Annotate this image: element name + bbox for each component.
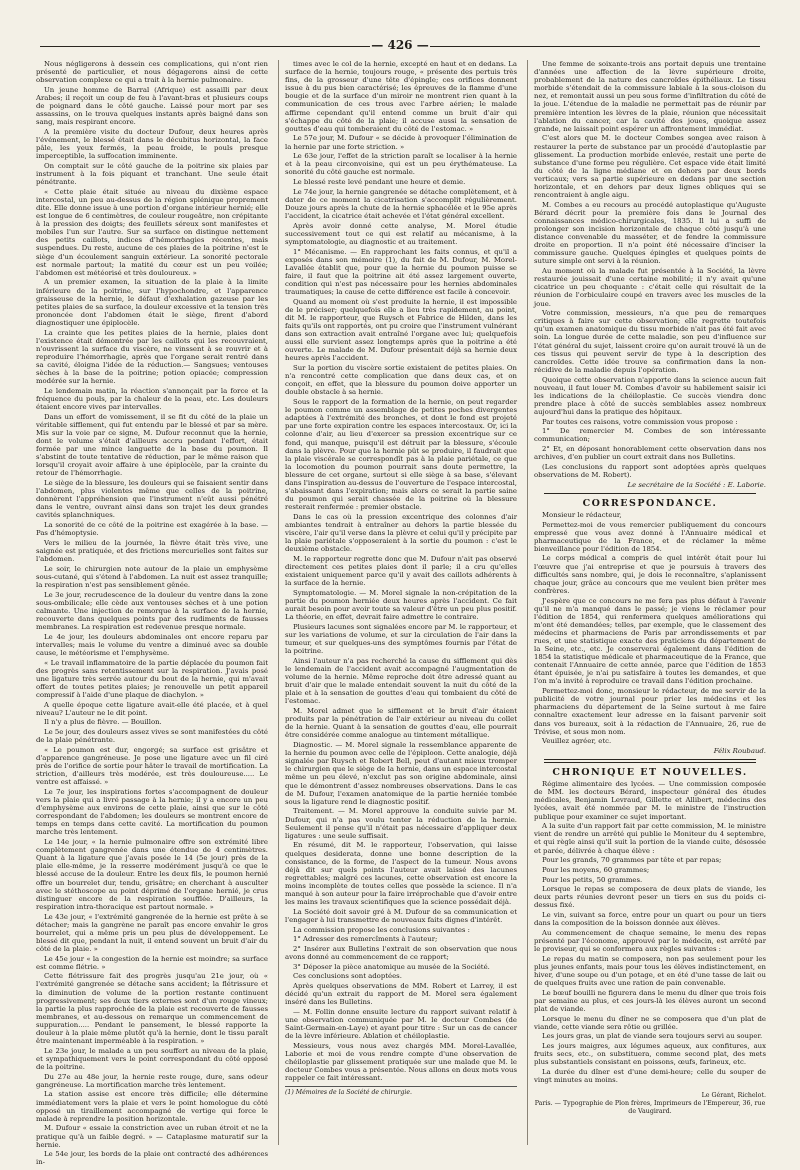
news-paragraph: Les jours gras, un plat de viande sera toujours servi au souper.: [542, 1032, 763, 1041]
paragraph: « Cette plaie était située au niveau du dixième espace intercostal, un peu au-dessus de la région splénique proprement dite. Elle donne issue à une portion d'organe intérieur hernié; elle est longue de 6 centimètres, de couleur rougeâtre, non crépitante à la pression des doigts; des feuillets séreux sont manifestes et mobiles l'un sur l'autre. Sur sa surface on distingue nettement des petits caillots, indices d'hémorrhagies récentes, mais suspendues. Du reste, aucune de ces plaies de la poitrine n'est le siège d'un écoulement sanguin extérieur. La sonorité pectorale est normale partout; la matité du cœur est un peu voilée; l'abdomen est météorisé et très douloureux. »: [36, 187, 268, 277]
paragraph: A la première visite du docteur Dufour, deux heures après l'événement, le blessé était dans le décubitus horizontal, la face pâle, les yeux fermés, la peau froide, le pouls presque imperceptible, la suffocation imminente.: [36, 127, 268, 161]
paragraph: A un premier examen, la situation de la plaie à la limite inférieure de la poitrine, sur l'hypochondre, et l'apparence graisseuse de la hernie, le défaut d'exhalation gazeuse par les petites plaies de sa surface, la douleur excessive et la tension très prononcée dont l'abdomen était le siège, firent d'abord diagnostiquer une épiplocèle.: [36, 278, 268, 327]
letter-salutation: Monsieur le rédacteur,: [542, 510, 622, 519]
news-paragraph: Pour les petits, 50 grammes.: [542, 875, 643, 884]
paragraph: Plusieurs lacunes sont signalées encore par M. le rapporteur, et sur les variations de volume, et sur la circulation de l'air dans la tumeur, et sur quelques-uns des symptômes fournis par l'état de la poitrine.: [285, 623, 517, 656]
letter-paragraph: Le corps médical a compris de quel intérêt était pour lui l'œuvre que j'ai entreprise et que je poursuis à travers des difficultés sans nombre, qui, je dois le reconnaître, s'aplanissent chaque jour, grâce au concours que me veulent bien prêter mes confrères.: [534, 554, 766, 595]
news-paragraph: Régime alimentaire des lycées. — Une commission composée de MM. les docteurs Bérard, inspecteur général des études médicales, Benjamin Levraud, Gillette et Allibert, médecins des lycées, avait été nommée par M. le ministre de l'instruction publique pour examiner ce sujet important.: [534, 780, 766, 821]
paragraph: Traitement. — M. Morel approuve la conduite suivie par M. Dufour, qui n'a pas voulu tenter la réduction de la hernie. Seulement il pense qu'il n'était pas nécessaire d'appliquer deux ligatures : une seule suffisait.: [285, 807, 517, 840]
paragraph: Diagnostic. — M. Morel signale la ressemblance apparente de la hernie du poumon avec celle de l'épiploon. Cette analogie, déjà signalée par Ruysch et Robert Bell, peut d'autant mieux tromper le chirurgien que le siège de la hernie, dans un espace intercostal même un peu élevé, n'exclut pas son origine abdominale, ainsi que le démontrent d'assez nombreuses observations. Dans le cas de M. Dufour, l'examen anatomique de la partie herniée tombée sous la ligature rend le diagnostic positif.: [285, 741, 517, 806]
paragraph: Après quelques observations de MM. Robert et Larrey, il est décidé qu'un extrait du rapport de M. Morel sera également inséré dans les Bulletins.: [285, 982, 517, 1007]
news-paragraph: Pour les moyens, 60 grammes;: [542, 865, 650, 874]
paragraph: 2° Insérer aux Bulletins l'extrait de son observation que nous avons donné au commencement de ce rapport;: [285, 944, 517, 961]
paragraph: 3° Déposer la pièce anatomique au musée de la Société.: [293, 962, 490, 971]
section-rule: [544, 493, 756, 494]
letter-paragraph: Permettez-moi de vous remercier publiquement du concours empressé que vous avez donné à l'Annuaire médical et pharmaceutique de la France, et de réclamer la même bienveillance pour l'édition de 1854.: [534, 520, 766, 553]
paragraph: A quelle époque cette ligature avait-elle été placée, et à quel niveau? L'auteur ne le dit point.: [36, 700, 268, 717]
column-1: [36, 60, 268, 1167]
paragraph: Après avoir donné cette analyse, M. Morel étudie successivement tout ce qui est relatif au mécanisme, à la symptomatologie, au diagnostic et au traitement.: [285, 221, 517, 246]
paragraph: Le 43e jour, « l'extrémité gangrenée de la hernie est prête à se détacher; mais la gangrène ne paraît pas encore envahir le gros bourrelet, qui a même pris un peu plus de développement. Le blessé dit que, pendant la nuit, il entend souvent un bruit d'air du côté de la plaie. »: [36, 912, 268, 953]
paragraph: La sonorité de ce côté de la poitrine est exagérée à la base. — Pas d'hémoptysie.: [36, 521, 268, 538]
gerant-line: Le Gérant, Richelot.: [701, 1092, 766, 1100]
paragraph: M. Combes a eu recours au procédé autoplastique qu'Auguste Bérard décrit pour la première fois dans le Journal des connaissances médico-chirurgicales, 1835. Il lui a suffi de prolonger son incision horizontale de chaque côté jusqu'à une distance convenable du masséter, et de fendre la commissure droite en proportion. Il n'a point été nécessaire d'inciser la commissure gauche. Quelques épingles et quelques points de suture simple ont servi à la réunion.: [534, 200, 766, 266]
news-paragraph: Pour les grands, 70 grammes par tête et par repas;: [542, 856, 722, 865]
paragraph: M. Dufour « essaie la constriction avec un ruban étroit et ne la pratique qu'à un faible degré. » — Cataplasme maturatif sur la hernie.: [36, 1124, 268, 1149]
paragraph: Le blessé reste levé pendant une heure et demie.: [293, 178, 466, 187]
paragraph: Le 5e jour, des douleurs assez vives se sont manifestées du côté de la plaie pénétrante.: [36, 728, 268, 745]
news-paragraph: Le vin, suivant sa force, entre pour un quart ou pour un tiers dans la composition de la boisson donnée aux élèves.: [534, 911, 766, 928]
paragraph: Cette flétrissure fait des progrès jusqu'au 21e jour, où « l'extrémité gangrenée se détache sans accident; la flétrissure et la diminution de volume de la portion restante continuent progressivement; ses deux tiers externes sont d'un rouge vineux; la partie la plus rapprochée de la plaie est recouverte de fausses membranes, et au-dessous on remarque un commencement de suppuration..... Pendant le pansement, le blessé rapporte la douleur à la plaie même plutôt qu'à la hernie, dont le tissu paraît être maintenant imperméable à la respiration. »: [36, 972, 268, 1046]
paragraph: Le 23e jour, le malade a un peu souffert au niveau de la plaie, et sympathiquement vers le point correspondant du côté opposé de la poitrine.: [36, 1046, 268, 1071]
paragraph: Quoique cette observation n'apporte dans la science aucun fait nouveau, il faut louer M. Combes d'avoir su habilement saisir ici les indications de la chéiloplastie. Ce succès viendra donc prendre place à côté de succès semblables assez nombreux aujourd'hui dans la pratique des hôpitaux.: [534, 375, 766, 416]
paragraph: La commission propose les conclusions suivantes :: [293, 925, 470, 934]
correspondance-heading: CORRESPONDANCE.: [582, 497, 718, 509]
paragraph: M. le rapporteur regrette donc que M. Dufour n'ait pas observé directement ces petites plaies dont il parle; il a cru qu'elles existaient uniquement parce qu'il y avait des caillots adhérents à la surface de la hernie.: [285, 555, 517, 588]
paragraph: « Le poumon est dur, engorgé; sa surface est grisâtre et d'apparence gangréneuse. Je pose une ligature avec un fil ciré près de l'orifice de sortie pour hâter le travail de mortification. La striction, d'ailleurs très modérée, est très douloureuse..... Le ventre est affaissé. »: [36, 745, 268, 787]
paragraph: Nous négligerons à dessein ces complications, qui n'ont rien présenté de particulier, et nous dégagerons ainsi de cette observation complexe ce qui a trait à la hernie pulmonaire.: [36, 60, 268, 85]
secretary-signature: Le secrétaire de la Société : E. Laborie.: [627, 480, 766, 489]
paragraph: Le siège de la blessure, les douleurs qui se faisaient sentir dans l'abdomen, plus violentes même que celles de la poitrine, donnèrent l'appréhension que l'instrument n'eût aussi pénétré dans le ventre, ouvrant ainsi dans son trajet les deux grandes cavités splanchniques.: [36, 479, 268, 520]
paragraph: On comptait sur le côté gauche de la poitrine six plaies par instrument à la fois piquant et tranchant. Une seule était pénétrante.: [36, 161, 268, 187]
news-paragraph: Lorsque le repas se composera de deux plats de viande, les deux parts réunies devront peser un tiers en sus du poids ci-dessus fixé.: [534, 885, 766, 910]
letter-paragraph: Veuillez agréer, etc.: [542, 737, 612, 746]
news-paragraph: A la suite d'un rapport fait par cette commission, M. le ministre vient de rendre un arrêté qui publie le Moniteur du 4 septembre, et qui règle ainsi qu'il suit la portion de la viande cuite, désossée et parée, délivrée à chaque élève :: [534, 822, 766, 855]
paragraph: (Les conclusions du rapport sont adoptées après quelques observations de M. Robert).: [534, 462, 766, 479]
news-paragraph: Le bœuf bouilli ne figurera dans le menu du dîner que trois fois par semaine au plus, et ces jours-là les élèves auront un second plat de viande.: [534, 988, 766, 1013]
paragraph: — M. Follin donne ensuite lecture du rapport suivant relatif à une observation communiquée par M. le docteur Combes (de Saint-Germain-en-Laye) et ayant pour titre : Sur un cas de cancer de la lèvre inférieure. Ablation et chéiloplastie.: [285, 1007, 517, 1041]
paragraph: Le 54e jour, les bords de la plaie ont contracté des adhérences in-: [36, 1150, 268, 1167]
paragraph: Une femme de soixante-trois ans portait depuis une trentaine d'années une affection de la lèvre supérieure droite, probablement de la nature des cancroïdes épithéliaux. Le tissu morbide s'étendait de la commissure labiale à la sous-cloison du nez, et remontait aussi un peu sous forme d'infiltration du côté de la joue. L'étendue de la maladie ne permettait pas de réunir par première intention les lèvres de la plaie, réunion que nécessitait l'ablation du cancer, car la cavité des joues, quoique assez grande, ne laissait point espérer un affrontement immédiat.: [534, 60, 766, 133]
paragraph: Le lendemain matin, la réaction s'annonçait par la force et la fréquence du pouls, par la chaleur de la peau, etc. Les douleurs étaient encore vives par intervalles.: [36, 386, 268, 411]
paragraph: La crainte que les petites plaies de la hernie, plaies dont l'existence était démontrée par les caillots qui les recouvraient, n'ouvrissent la surface du viscère, ne vinssent à se rouvrir et à reproduire l'hémorrhagie, après que l'organe serait rentré dans sa cavité, éloigna l'idée de la réduction.— Sangsues; ventouses sèches à la base de la poitrine; potion opiacée; compression modérée sur la hernie.: [36, 328, 268, 386]
news-paragraph: Lorsque le menu du dîner ne se composera que d'un plat de viande, cette viande sera rôtie ou grillée.: [534, 1014, 766, 1031]
column-2: [278, 60, 517, 1145]
paragraph: Vers le milieu de la journée, la fièvre était très vive, une saignée est pratiquée, et des frictions mercurielles sont faites sur l'abdomen.: [36, 538, 268, 564]
letter-signature: Félix Roubaud.: [713, 747, 766, 755]
footnote: (1) Mémoires de la Société de chirurgie.: [285, 1086, 517, 1097]
paragraph: Ainsi l'auteur n'a pas recherché la cause du sifflement qui dès le lendemain de l'accident avait accompagné l'augmentation de volume de la hernie. Même reproche doit être adressé quant au bruit d'air que le malade entendait souvent la nuit du côté de la plaie et à la sensation de gouttes d'eau qui tombaient du côté de l'estomac.: [285, 656, 517, 706]
paragraph: Sous le rapport de la formation de la hernie, on peut regarder le poumon comme un assemblage de petites poches divergentes adaptées à l'extrémité des bronches, et dont le fond est projeté par une forte expiration contre les espaces intercostaux. Or, ici la colonne d'air, au lieu d'exercer sa pression excentrique sur ce fond, qui manque, puisqu'il est détruit par la blessure, s'écoule dans la plèvre. Pour que la hernie pût se produire, il faudrait que la plaie viscérale se correspondît pas à la plaie pariétale, ce que la locomotion du poumon pourrait sans doute permettre, la blessure de cet organe, surtout si elle siège à sa base, s'élevant dans l'inspiration au-dessus de l'ouverture de l'espace intercostal, s'abaissant dans l'expiration; mais alors ce serait la partie saine du poumon qui serait chassée de la poitrine où la blessure resterait renfermée : premier obstacle.: [285, 398, 517, 512]
letter-paragraph: Permettez-moi donc, monsieur le rédacteur, de me servir de la publicité de votre journal pour prier les médecins et les pharmaciens du département de la Seine surtout à me faire connaître exactement leur adresse en la faisant parvenir soit dans vos bureaux, soit à la rédaction de l'Annuaire, 26, rue de Trévise, et sous mon nom.: [534, 687, 766, 736]
paragraph: Messieurs, vous nous avez chargés MM. Morel-Lavallée, Laborie et moi de vous rendre compte d'une observation de chéiloplastie par glissement pratiquée sur une malade que M. le docteur Combes vous a présentée. Nous allons en deux mots vous rappeler ce fait intéressant.: [285, 1041, 517, 1083]
paragraph: Sur la portion du viscère sortie existaient de petites plaies. On n'a rencontré cette complication que dans deux cas, et on conçoit, en effet, que la blessure du poumon doive apporter un double obstacle à sa hernie.: [285, 364, 517, 397]
paragraph: En résumé, dit M. le rapporteur, l'observation, qui laisse quelques desiderata, donne une bonne description de la consistance, de la forme, de l'aspect de la tumeur. Nous avons déjà dit sur quels points l'auteur avait laissé des lacunes regrettables; malgré ces lacunes, cette observation est encore la moins incomplète de toutes celles que possède la science. Il n'a manqué à son auteur pour la faire irréprochable que d'avoir entre les mains les travaux scientifiques que la science possédait déjà.: [285, 841, 517, 907]
news-paragraph: Au commencement de chaque semaine, le menu des repas présenté par l'économe, approuvé par le médecin, est arrêté par le proviseur, qui se conformera aux règles suivantes :: [534, 928, 766, 954]
news-paragraph: Le repas du matin se composera, non pas seulement pour les plus jeunes enfants, mais pour tous les élèves indistinctement, en hiver, d'une soupe ou d'un potage, et en été d'une tasse de lait ou de quelques fruits avec une ration de pain convenable.: [534, 954, 766, 988]
paragraph: Le soir, le chirurgien note autour de la plaie un emphysème sous-cutané, qui s'étend à l'abdomen. La nuit est assez tranquille; la respiration n'est pas sensiblement gênée.: [36, 564, 268, 589]
paragraph: Le 7e jour, les inspirations fortes s'accompagnent de douleur vers la plaie qui a livré passage à la hernie; il y a encore un peu d'emphysème aux environs de cette plaie, ainsi que sur le côté correspondant de l'abdomen; les douleurs se montrent encore de temps en temps dans cette cavité. La mortification du poumon marche très lentement.: [36, 787, 268, 837]
paragraph: Du 27e au 48e jour, la hernie reste rouge, dure, sans odeur gangréneuse. La mortification marche très lentement.: [36, 1072, 268, 1089]
paragraph: M. Morel admet que le sifflement et le bruit d'air étaient produits par la pénétration de l'air extérieur au niveau du collet de la hernie. Quant à la sensation de gouttes d'eau, elle pourrait être considérée comme analogue au tintement métallique.: [285, 707, 517, 740]
header-rule-left: [40, 46, 370, 47]
paragraph: Le 4e jour, les douleurs abdominales ont encore reparu par intervalles; mais le volume du ventre a diminué avec sa double cause, le météorisme et l'emphysème.: [36, 632, 268, 657]
page-header: [40, 38, 760, 54]
paragraph: Le 63e jour, l'effet de la striction paraît se localiser à la hernie et à la peau circonvoisine, qui est un peu érythémateuse. La sonorité du côté gauche est normale.: [285, 152, 517, 177]
paragraph: C'est alors que M. le docteur Combes songea avec raison à restaurer la perte de substance par un procédé d'autoplastie par glissement. La production morbide enlevée, restait une perte de substance d'une forme peu régulière. Cet espace vide était limité du côté de la ligne médiane et en dehors par deux bords verticaux; vers sa partie supérieure en dedans par une section horizontale, et en dehors par deux lignes obliques qui se rencontraient à angle aigu.: [534, 134, 766, 200]
paragraph: Dans le cas où la pression excentrique des colonnes d'air ambiantes tendrait à entraîner au dehors la partie blessée du viscère, l'air qu'il verse dans la plèvre et celui qu'il y précipite par la plaie pariétale s'opposeraient à la sortie du poumon : c'est le deuxième obstacle.: [285, 513, 517, 554]
paragraph: La Société doit savoir gré à M. Dufour de sa communication et l'engager à lui transmettre de nouveaux faits dignes d'intérêt.: [285, 907, 517, 924]
text-columns: [36, 60, 766, 1167]
chronique-heading: CHRONIQUE ET NOUVELLES.: [552, 767, 748, 779]
news-paragraph: La durée du dîner est d'une demi-heure; celle du souper de vingt minutes au moins.: [534, 1068, 766, 1085]
section-rule-double: [544, 759, 756, 763]
paragraph: 1° De remercier M. Combes de son intéressante communication;: [534, 427, 766, 444]
paragraph: 1° Mécanisme. — En rapprochant les faits connus, et qu'il a exposés dans son mémoire (1), du fait de M. Dufour, M. Morel-Lavallée établit que, pour que la hernie du poumon puisse se faire, il faut que la poitrine ait été assez largement ouverte, condition qui n'est pas nécessaire pour les hernies abdominales traumatiques; la cause de cette différence est facile à concevoir.: [285, 247, 517, 297]
paragraph: « Le travail inflammatoire de la partie déplacée du poumon fait des progrès sans retentissement sur la respiration. J'avais posé une ligature très serrée autour du bout de la hernie, qui m'avait offert de toutes petites plaies; je renouvelle un petit appareil compressif à l'aide d'une plaque de diachylon. »: [36, 658, 268, 699]
paragraph: Symptomatologie. — M. Morel signale la non-crépitation de la partie du poumon herniée deux heures après l'accident. Ce fait aurait besoin pour avoir toute sa valeur d'être un peu plus positif. La théorie, en effet, devrait faire admettre le contraire.: [285, 589, 517, 622]
letter-paragraph: J'espère que ce concours ne me fera pas plus défaut à l'avenir qu'il ne m'a manqué dans le passé; je viens le réclamer pour l'édition de 1854, qui renfermera quelques améliorations qui m'ont été demandées; telles, par exemple, que le classement des médecins et pharmaciens de Paris par arrondissements et par rues, et une statistique exacte des praticiens du département de la Seine, etc., etc. Je conserverai également dans l'édition de 1854 la statistique médicale et pharmaceutique de la France, que contenait l'Annuaire de cette année, parce que l'édition de 1853 étant épuisée, je n'ai pu satisfaire à toutes les demandes, et que l'on m'a invité à reproduire ce travail dans l'édition prochaine.: [534, 596, 766, 686]
imprint-block: [534, 1092, 766, 1116]
paragraph: Le 57e jour, M. Dufour « se décide à provoquer l'élimination de la hernie par une forte striction. »: [285, 134, 517, 151]
paragraph: La station assise est encore très difficile; elle détermine immédiatement vers la plaie et vers le point homologue du côté opposé un tiraillement accompagné de vertige qui force le malade à reprendre la position horizontale.: [36, 1090, 268, 1123]
header-rule-right: [430, 46, 760, 47]
paragraph: Votre commission, messieurs, n'a que peu de remarques critiques à faire sur cette observation; elle regrette toutefois qu'un examen anatomique du tissu morbide n'ait pas été fait avec soin. La longue durée de cette maladie, son peu d'influence sur l'état général du sujet, laissent croire qu'on aurait trouvé là un de ces tissus qui peuvent servir de type à la description des cancroïdes. Cette idée trouve sa confirmation dans la non-récidive de la maladie depuis l'opération.: [534, 309, 766, 374]
page-number: — 426 —: [371, 38, 429, 52]
paragraph: times avec le col de la hernie, excepté en haut et en dedans. La surface de la hernie, toujours rouge, « présente des pertuis très fins, de la grosseur d'une tête d'épingle; ces orifices donnent issue à du pus bien caractérisé; les épreuves de la flamme d'une bougie et de la surface d'un miroir ne montrent rien quant à la communication de ces trous avec l'arbre aérien; le malade affirme cependant qu'il entend comme un bruit d'air qui s'échappe du côté de la plaie; il accuse aussi la sensation de gouttes d'eau qui tomberaient du côté de l'estomac. »: [285, 60, 517, 133]
paragraph: Ces conclusions sont adoptées.: [293, 972, 402, 981]
news-paragraph: Les jours maigres, aux légumes aqueux, aux confitures, aux fruits secs, etc., on substituera, comme second plat, des mets plus substantiels consistant en poissons, œufs, farineux, etc.: [534, 1042, 766, 1067]
paragraph: Au moment où la malade fut présentée à la Société, la lèvre restaurée jouissait d'une certaine mobilité; il n'y avait qu'une cicatrice un peu choquante : c'était celle qui résultait de la réunion de l'orbiculaire coupé en travers avec les muscles de la joue.: [534, 267, 766, 308]
paragraph: Il n'y a plus de fièvre. — Bouillon.: [44, 718, 162, 727]
paragraph: Le 45e jour « la congestion de la hernie est moindre; sa surface est comme flétrie. »: [36, 954, 268, 971]
column-3: [527, 60, 766, 1145]
paragraph: Par toutes ces raisons, votre commission vous propose :: [542, 417, 738, 426]
printer-line: Paris. — Typographie de Plon frères, Imprimeurs de l'Empereur, 36, rue de Vaugirard.: [534, 1100, 766, 1116]
paragraph: Le 3e jour, recrudescence de la douleur du ventre dans la zone sous-ombilicale; elle cède aux ventouses sèches et à une potion calmante. Une injection de remorque à la surface de la hernie, recouverte dans quelques points par des rudiments de fausses membranes. La respiration est redevenue presque normale.: [36, 590, 268, 631]
paragraph: Le 74e jour, la hernie gangrenée se détache complètement, et à dater de ce moment la cicatrisation s'accomplit régulièrement. Douze jours après la chute de la hernie sphacélée et le 95e après l'accident, la cicatrice était achevée et l'état général excellent.: [285, 187, 517, 221]
paragraph: Un jeune homme de Barral (Afrique) est assailli par deux Arabes; il reçoit un coup de feu à l'avant-bras et plusieurs coups de poignard dans le côté gauche. Laissé pour mort par ses assassins, on le trouva quelques instants après baigné dans son sang, mais respirant encore.: [36, 85, 268, 127]
paragraph: 2° Et, en déposant honorablement cette observation dans nos archives, d'en publier un court extrait dans nos Bulletins.: [534, 445, 766, 462]
paragraph: Dans un effort de vomissement, il se fit du côté de la plaie un véritable sifflement, qui fut entendu par le blessé et par sa mère. Mis sur la voie par ce signe, M. Dufour reconnut que la hernie, dont le volume s'était d'ailleurs accru pendant l'effort, était formée par une mince languette de la base du poumon. Il s'abstint de toute tentative de réduction, par le même raison que lorsqu'il croyait avoir affaire à une épiplocèle, par la crainte du retour de l'hémorrhagie.: [36, 412, 268, 478]
paragraph: 1° Adresser des remercîments à l'auteur;: [293, 935, 438, 944]
paragraph: Le 14e jour, « la hernie pulmonaire offre son extrémité libre complètement gangrenée dans une étendue de 4 centimètres. Quant à la ligature que j'avais posée le 14 (5e jour) près de la plaie elle-même, je la resserre modérément jusqu'à ce que le blessé accuse de la douleur. Entre les deux fils, le poumon hernié offre un bourrelet dur, tendu, grisâtre; en cherchant à ausculter avec le stéthoscope au point déprimé de l'organe hernié, je crus distinguer encore de la respiration soufflée. D'ailleurs, la respiration intra-thoracique est partout normale. »: [36, 838, 268, 911]
paragraph: Quand au moment où s'est produite la hernie, il est impossible de le préciser; quelquefois elle a lieu très rapidement, au point, dit M. le rapporteur, que Ruysch et Fabrice de Hilden, dans les faits qu'ils ont rapportés, ont pu croire que l'instrument vulnérant dans son extraction avait entraîné l'organe avec lui; quelquefois aussi elle survient assez longtemps après que la poitrine a été ouverte. Le malade de M. Dufour présentait déjà sa hernie deux heures après l'accident.: [285, 297, 517, 363]
